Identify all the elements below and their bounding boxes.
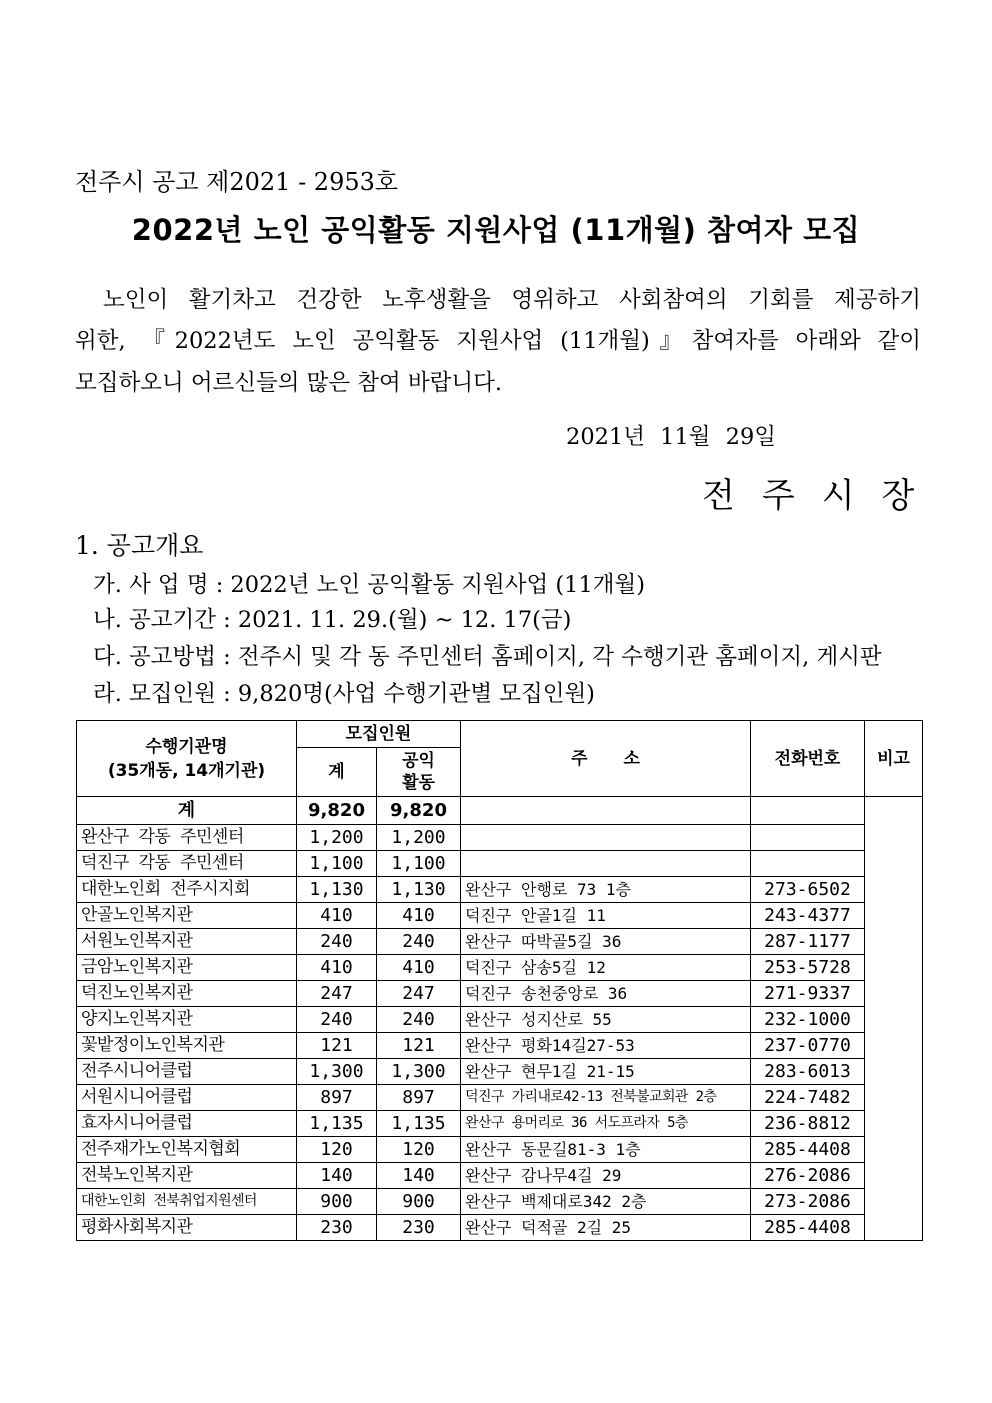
total-cell: 121 [297, 1033, 377, 1059]
address-cell: 완산구 안행로 73 1층 [461, 877, 751, 903]
public-cell: 247 [377, 981, 461, 1007]
org-cell: 덕진구 각동 주민센터 [77, 851, 297, 877]
org-cell: 전주재가노인복지협회 [77, 1137, 297, 1163]
total-cell: 240 [297, 929, 377, 955]
table-row [77, 981, 923, 1007]
notice-date: 2021년 11월 29일 [566, 424, 777, 450]
total-cell: 1,135 [297, 1111, 377, 1137]
overview-item-method: 다. 공고방법 : 전주시 및 각 동 주민센터 홈페이지, 각 수행기관 홈페이지, 게시판 [93, 644, 882, 670]
org-cell: 완산구 각동 주민센터 [77, 825, 297, 851]
table-row [77, 1163, 923, 1189]
body-line-2: 위한, 『2022년도 노인 공익활동 지원사업 (11개월)』참여자를 아래와 같이 [75, 328, 921, 354]
table-row [77, 1085, 923, 1111]
public-cell: 240 [377, 929, 461, 955]
overview-item-business-name: 가. 사 업 명 : 2022년 노인 공익활동 지원사업 (11개월) [93, 572, 646, 598]
table-row [77, 929, 923, 955]
notice-number: 전주시 공고 제2021 - 2953호 [75, 168, 399, 196]
overview-item-period: 나. 공고기간 : 2021. 11. 29.(월) ~ 12. 17(금) [93, 607, 572, 633]
overview-item-recruit-count: 라. 모집인원 : 9,820명(사업 수행기관별 모집인원) [93, 681, 595, 707]
org-cell: 꽃밭정이노인복지관 [77, 1033, 297, 1059]
address-cell: 덕진구 가리내로42-13 전북불교회관 2층 [461, 1085, 751, 1111]
total-cell: 1,200 [297, 825, 377, 851]
total-label: 계 [77, 797, 297, 825]
table-row [77, 1033, 923, 1059]
signer: 전주시장 [702, 476, 942, 516]
org-cell: 양지노인복지관 [77, 1007, 297, 1033]
recruitment-table [76, 720, 923, 1241]
public-cell: 120 [377, 1137, 461, 1163]
address-cell: 완산구 용머리로 36 서도프라자 5층 [461, 1111, 751, 1137]
table-row [77, 1215, 923, 1241]
table-row [77, 955, 923, 981]
phone-cell: 285-4408 [751, 1137, 865, 1163]
phone-cell: 224-7482 [751, 1085, 865, 1111]
total-cell: 410 [297, 955, 377, 981]
address-cell: 덕진구 송천중앙로 36 [461, 981, 751, 1007]
header-public-line2: 활동 [402, 773, 435, 793]
public-cell: 1,100 [377, 851, 461, 877]
address-cell [461, 825, 751, 851]
header-organization-line1: 수행기관명 [145, 736, 228, 757]
address-cell [461, 851, 751, 877]
org-cell: 효자시니어클럽 [77, 1111, 297, 1137]
table-row [77, 877, 923, 903]
public-cell: 121 [377, 1033, 461, 1059]
public-cell: 240 [377, 1007, 461, 1033]
address-cell: 완산구 덕적골 2길 25 [461, 1215, 751, 1241]
public-cell: 1,200 [377, 825, 461, 851]
address-cell: 덕진구 삼송5길 12 [461, 955, 751, 981]
phone-cell: 271-9337 [751, 981, 865, 1007]
document-title: 2022년 노인 공익활동 지원사업 (11개월) 참여자 모집 [131, 213, 861, 247]
header-public-line1: 공익 [402, 751, 435, 771]
total-cell: 247 [297, 981, 377, 1007]
header-recruit: 모집인원 [297, 721, 461, 748]
org-cell: 대한노인회 전주시지회 [77, 877, 297, 903]
address-cell: 완산구 현무1길 21-15 [461, 1059, 751, 1085]
header-phone: 전화번호 [751, 721, 865, 797]
total-address [461, 797, 751, 825]
public-cell: 410 [377, 955, 461, 981]
phone-cell: 273-6502 [751, 877, 865, 903]
org-cell: 덕진노인복지관 [77, 981, 297, 1007]
total-cell: 410 [297, 903, 377, 929]
total-public-count: 9,820 [377, 797, 461, 825]
table-row [77, 1059, 923, 1085]
org-cell: 전북노인복지관 [77, 1163, 297, 1189]
phone-cell: 273-2086 [751, 1189, 865, 1215]
body-line-1: 노인이 활기차고 건강한 노후생활을 영위하고 사회참여의 기회를 제공하기 [103, 287, 921, 313]
org-cell: 전주시니어클럽 [77, 1059, 297, 1085]
total-cell: 1,130 [297, 877, 377, 903]
header-organization [77, 721, 297, 797]
total-row [77, 797, 923, 825]
phone-cell: 253-5728 [751, 955, 865, 981]
total-cell: 230 [297, 1215, 377, 1241]
public-cell: 897 [377, 1085, 461, 1111]
phone-cell: 236-8812 [751, 1111, 865, 1137]
header-organization-line2: (35개동, 14개기관) [107, 760, 266, 781]
total-cell: 1,100 [297, 851, 377, 877]
note-cell [865, 797, 923, 1241]
phone-cell: 276-2086 [751, 1163, 865, 1189]
table-row [77, 1111, 923, 1137]
public-cell: 900 [377, 1189, 461, 1215]
address-cell: 덕진구 안골1길 11 [461, 903, 751, 929]
phone-cell: 283-6013 [751, 1059, 865, 1085]
table-row [77, 903, 923, 929]
phone-cell: 243-4377 [751, 903, 865, 929]
org-cell: 평화사회복지관 [77, 1215, 297, 1241]
public-cell: 410 [377, 903, 461, 929]
table-row [77, 851, 923, 877]
header-address: 주 소 [461, 721, 751, 797]
section-heading: 1. 공고개요 [75, 531, 204, 560]
total-cell: 1,300 [297, 1059, 377, 1085]
total-count: 9,820 [297, 797, 377, 825]
header-note: 비고 [865, 721, 923, 797]
public-cell: 1,135 [377, 1111, 461, 1137]
phone-cell [751, 825, 865, 851]
address-cell: 완산구 백제대로342 2층 [461, 1189, 751, 1215]
public-cell: 140 [377, 1163, 461, 1189]
address-cell: 완산구 감나무4길 29 [461, 1163, 751, 1189]
total-cell: 900 [297, 1189, 377, 1215]
address-cell: 완산구 동문길81-3 1층 [461, 1137, 751, 1163]
phone-cell [751, 851, 865, 877]
total-cell: 240 [297, 1007, 377, 1033]
org-cell: 안골노인복지관 [77, 903, 297, 929]
table-row [77, 1189, 923, 1215]
table-row [77, 1007, 923, 1033]
table-row [77, 1137, 923, 1163]
public-cell: 230 [377, 1215, 461, 1241]
phone-cell: 285-4408 [751, 1215, 865, 1241]
address-cell: 완산구 성지산로 55 [461, 1007, 751, 1033]
total-phone [751, 797, 865, 825]
header-public-activity [377, 748, 461, 797]
address-cell: 완산구 평화14길27-53 [461, 1033, 751, 1059]
public-cell: 1,300 [377, 1059, 461, 1085]
total-cell: 897 [297, 1085, 377, 1111]
address-cell: 완산구 따박골5길 36 [461, 929, 751, 955]
body-line-3: 모집하오니 어르신들의 많은 참여 바랍니다. [75, 370, 502, 396]
header-total: 계 [297, 748, 377, 797]
org-cell: 대한노인회 전북취업지원센터 [77, 1189, 297, 1215]
total-cell: 140 [297, 1163, 377, 1189]
phone-cell: 287-1177 [751, 929, 865, 955]
org-cell: 서원노인복지관 [77, 929, 297, 955]
org-cell: 서원시니어클럽 [77, 1085, 297, 1111]
public-cell: 1,130 [377, 877, 461, 903]
phone-cell: 232-1000 [751, 1007, 865, 1033]
org-cell: 금암노인복지관 [77, 955, 297, 981]
table-row [77, 825, 923, 851]
phone-cell: 237-0770 [751, 1033, 865, 1059]
total-cell: 120 [297, 1137, 377, 1163]
